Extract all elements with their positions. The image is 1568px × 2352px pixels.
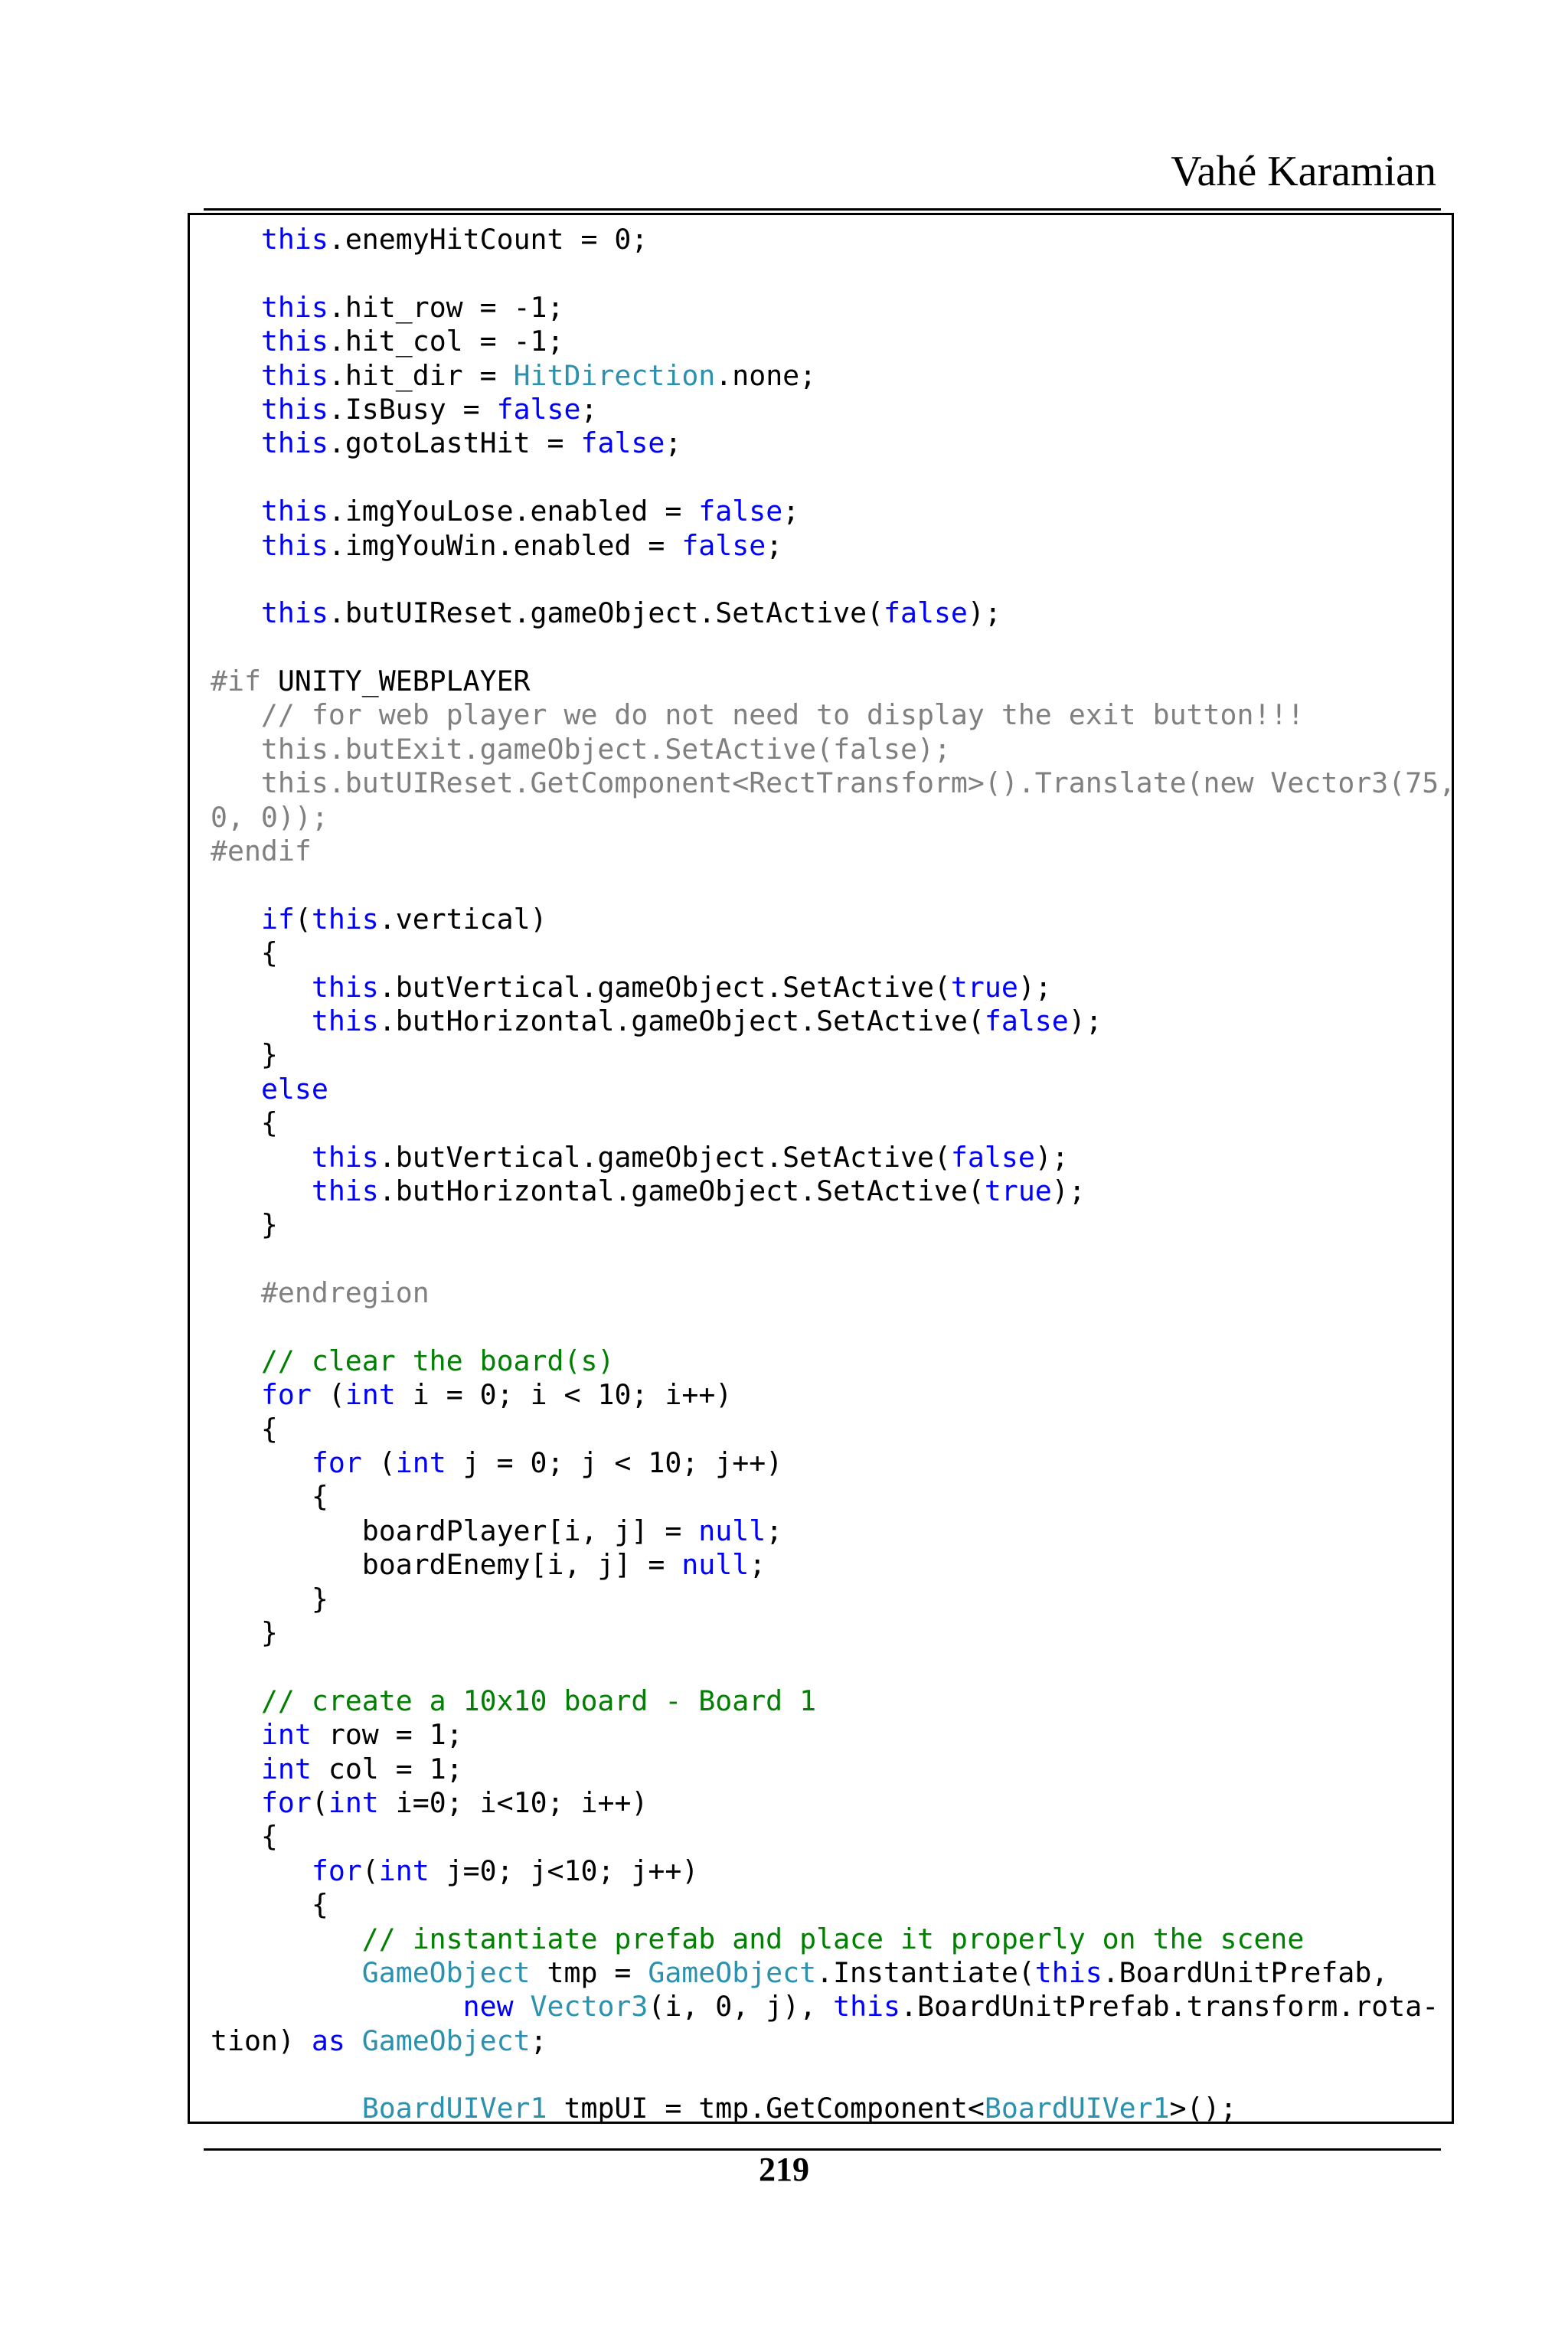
code-text	[211, 223, 261, 256]
code-preprocessor: #if	[211, 665, 278, 698]
code-text	[211, 1344, 261, 1377]
code-keyword: false	[984, 1004, 1069, 1037]
code-text: {	[211, 1412, 278, 1446]
code-line	[211, 1753, 1455, 1786]
code-text: {	[211, 1888, 328, 1922]
code-text	[211, 1174, 312, 1207]
code-text: >();	[1169, 2092, 1237, 2125]
code-line	[211, 1276, 1455, 1310]
code-comment: // create a 10x10 board - Board 1	[260, 1684, 817, 1717]
code-text	[211, 426, 261, 459]
code-line	[211, 461, 1455, 495]
code-line	[211, 1888, 1455, 1922]
code-keyword: this	[311, 902, 379, 936]
code-keyword: this	[260, 325, 328, 358]
code-keyword: false	[681, 528, 766, 562]
code-line	[211, 2092, 1455, 2125]
code-text	[211, 1990, 463, 2023]
code-line	[211, 393, 1455, 426]
code-line	[211, 801, 1455, 835]
code-text: (i, 0, j),	[648, 1990, 834, 2024]
code-keyword: new	[462, 1990, 514, 2024]
code-keyword: false	[950, 1140, 1035, 1174]
code-line	[211, 1684, 1455, 1718]
code-keyword: this	[1034, 1955, 1102, 1989]
code-keyword: this	[311, 1140, 379, 1174]
code-keyword: if	[260, 902, 295, 936]
code-line	[211, 698, 1455, 732]
code-text: row = 1;	[311, 1718, 463, 1752]
code-text: .butVertical.gameObject.SetActive(	[378, 1140, 951, 1174]
code-text: {	[211, 1820, 278, 1854]
code-preprocessor: this.butExit.gameObject.SetActive(false);	[211, 732, 951, 766]
code-keyword: as	[311, 2024, 345, 2057]
code-text	[211, 359, 261, 392]
header-rule	[204, 208, 1441, 211]
code-text	[211, 1073, 261, 1106]
code-text: }	[211, 1038, 278, 1072]
code-line	[211, 1786, 1455, 1820]
code-text: tion)	[211, 2024, 312, 2057]
code-text	[211, 495, 261, 528]
code-keyword: true	[950, 970, 1018, 1004]
code-text: j=0; j<10; j++)	[429, 1854, 699, 1887]
code-keyword: for	[260, 1378, 312, 1412]
code-type: BoardUIVer1	[984, 2092, 1170, 2125]
code-keyword: this	[260, 596, 328, 630]
code-preprocessor: #endif	[211, 835, 312, 868]
code-comment: // instantiate prefab and place it properly on the scene	[361, 1922, 1305, 1955]
code-type: GameObject	[361, 1955, 531, 1989]
code-comment: // clear the board(s)	[260, 1344, 615, 1377]
code-text	[211, 529, 261, 562]
code-text	[211, 596, 261, 629]
code-text	[211, 2092, 362, 2125]
code-keyword: int	[395, 1446, 446, 1480]
code-line	[211, 1922, 1455, 1956]
code-line	[211, 631, 1455, 665]
code-line	[211, 291, 1455, 325]
code-line	[211, 1141, 1455, 1174]
code-listing	[211, 223, 1455, 2126]
code-line	[211, 936, 1455, 970]
code-keyword: for	[311, 1446, 362, 1480]
code-line	[211, 1004, 1455, 1038]
code-line	[211, 223, 1455, 256]
code-keyword: this	[260, 223, 328, 256]
code-listing-box	[188, 213, 1454, 2124]
code-line	[211, 903, 1455, 936]
code-preprocessor: 0, 0));	[211, 800, 328, 834]
code-line	[211, 1956, 1455, 1990]
code-line	[211, 596, 1455, 630]
code-keyword: false	[884, 596, 968, 630]
code-text	[211, 1684, 261, 1717]
code-text	[211, 1753, 261, 1785]
code-line	[211, 1718, 1455, 1752]
code-line	[211, 1548, 1455, 1582]
code-keyword: int	[378, 1854, 430, 1887]
code-line	[211, 835, 1455, 868]
code-line	[211, 1344, 1455, 1378]
code-text	[211, 1718, 261, 1751]
code-keyword: int	[260, 1718, 312, 1752]
code-line	[211, 1311, 1455, 1344]
code-line	[211, 1413, 1455, 1446]
code-text: );	[1034, 1140, 1069, 1174]
code-keyword: this	[311, 970, 379, 1004]
code-keyword: this	[311, 1004, 379, 1037]
code-text	[211, 1922, 362, 1955]
code-keyword: this	[260, 495, 328, 528]
code-line	[211, 1208, 1455, 1242]
code-text	[211, 1854, 312, 1887]
code-text: .butVertical.gameObject.SetActive(	[378, 970, 951, 1004]
code-line	[211, 1820, 1455, 1854]
code-preprocessor: #endregion	[211, 1276, 430, 1310]
code-text: .none;	[715, 358, 817, 392]
code-keyword: this	[260, 392, 328, 426]
code-text: j = 0; j < 10; j++)	[446, 1446, 783, 1480]
code-keyword: for	[311, 1854, 362, 1887]
code-text: }	[211, 1208, 278, 1242]
code-line	[211, 426, 1455, 460]
code-text: .hit_row = -1;	[328, 290, 564, 324]
code-text: ;	[782, 495, 800, 528]
code-text: .Instantiate(	[816, 1955, 1035, 1989]
code-line	[211, 868, 1455, 902]
code-line	[211, 665, 1455, 698]
code-text: ;	[749, 1548, 766, 1582]
code-text	[211, 1446, 312, 1479]
code-text: boardPlayer[i, j] =	[211, 1514, 699, 1547]
code-keyword: null	[681, 1548, 750, 1582]
code-line	[211, 256, 1455, 290]
code-text: .IsBusy =	[328, 392, 497, 426]
code-text	[211, 1141, 312, 1174]
code-text: );	[1051, 1174, 1086, 1207]
code-line	[211, 1038, 1455, 1072]
code-type: HitDirection	[513, 358, 716, 392]
code-text: .imgYouWin.enabled =	[328, 528, 682, 562]
code-line	[211, 529, 1455, 563]
code-text: ;	[665, 426, 682, 460]
code-line	[211, 1106, 1455, 1140]
code-text: boardEnemy[i, j] =	[211, 1548, 682, 1582]
code-text: .butHorizontal.gameObject.SetActive(	[378, 1004, 985, 1037]
code-text: col = 1;	[311, 1752, 463, 1785]
code-text: tmpUI = tmp.GetComponent<	[547, 2092, 985, 2125]
code-text: {	[211, 936, 278, 970]
code-text: );	[967, 596, 1001, 630]
code-text	[211, 1004, 312, 1037]
code-text: {	[211, 1480, 328, 1514]
code-keyword: this	[311, 1174, 379, 1207]
page-number: 219	[759, 2151, 809, 2188]
code-line	[211, 1243, 1455, 1276]
code-line	[211, 766, 1455, 800]
code-text: tmp =	[530, 1955, 648, 1989]
code-preprocessor: // for web player we do not need to display the exit button!!!	[211, 698, 1305, 732]
code-line	[211, 2058, 1455, 2092]
code-text: i = 0; i < 10; i++)	[395, 1378, 733, 1412]
code-text: (	[311, 1785, 328, 1819]
code-text	[211, 393, 261, 426]
code-line	[211, 1514, 1455, 1548]
code-keyword: false	[698, 495, 783, 528]
code-text: ;	[530, 2024, 547, 2057]
code-text: ;	[766, 1514, 783, 1547]
code-line	[211, 1583, 1455, 1616]
code-line	[211, 1616, 1455, 1650]
code-preprocessor: this.butUIReset.GetComponent<RectTransform>().Translate(new Vector3(75,	[211, 766, 1456, 800]
code-type: GameObject	[648, 1955, 817, 1989]
code-text	[211, 1956, 362, 1989]
code-text	[211, 1378, 261, 1411]
code-keyword: int	[260, 1752, 312, 1785]
code-text: .butUIReset.gameObject.SetActive(	[328, 596, 884, 630]
code-keyword: false	[580, 426, 665, 460]
code-type: GameObject	[361, 2024, 531, 2057]
code-text: .enemyHitCount = 0;	[328, 223, 648, 256]
code-line	[211, 1480, 1455, 1514]
code-keyword: int	[328, 1785, 379, 1819]
code-text: .butHorizontal.gameObject.SetActive(	[378, 1174, 985, 1207]
code-type: BoardUIVer1	[361, 2092, 547, 2125]
code-line	[211, 495, 1455, 528]
code-text: (	[294, 902, 312, 936]
code-line	[211, 1854, 1455, 1888]
code-keyword: this	[260, 426, 328, 460]
running-header-author: Vahé Karamian	[1171, 148, 1436, 195]
code-line	[211, 1073, 1455, 1106]
code-text	[514, 1990, 531, 2023]
code-keyword: this	[260, 528, 328, 562]
code-keyword: this	[260, 290, 328, 324]
code-text	[211, 1786, 261, 1819]
code-text: );	[1068, 1004, 1102, 1037]
code-text: }	[211, 1616, 278, 1650]
code-text: .BoardUnitPrefab.transform.rota-	[900, 1990, 1439, 2024]
code-text: .gotoLastHit =	[328, 426, 581, 460]
code-line	[211, 1174, 1455, 1208]
code-text: );	[1018, 970, 1052, 1004]
code-text	[211, 971, 312, 1004]
code-keyword: for	[260, 1785, 312, 1819]
code-text	[345, 2024, 362, 2057]
code-line	[211, 733, 1455, 766]
code-text	[211, 325, 261, 358]
code-text: (	[361, 1446, 396, 1480]
code-line	[211, 325, 1455, 358]
code-text	[211, 903, 261, 936]
code-line	[211, 1650, 1455, 1684]
code-text: .hit_dir =	[328, 358, 514, 392]
code-line	[211, 1446, 1455, 1480]
code-text: .BoardUnitPrefab,	[1102, 1955, 1389, 1989]
code-line	[211, 2024, 1455, 2058]
code-text: (	[361, 1854, 379, 1887]
code-text: .imgYouLose.enabled =	[328, 495, 699, 528]
code-type: Vector3	[530, 1990, 648, 2024]
code-text: ;	[580, 392, 598, 426]
code-keyword: this	[833, 1990, 901, 2024]
code-keyword: false	[496, 392, 581, 426]
code-line	[211, 1378, 1455, 1412]
code-text: (	[311, 1378, 345, 1412]
code-keyword: null	[698, 1514, 766, 1547]
code-text: }	[211, 1582, 328, 1615]
code-line	[211, 1990, 1455, 2024]
code-text	[211, 291, 261, 324]
code-keyword: else	[260, 1072, 328, 1106]
code-text: UNITY_WEBPLAYER	[277, 665, 531, 698]
code-text: {	[211, 1106, 278, 1140]
code-keyword: true	[984, 1174, 1052, 1207]
code-keyword: int	[345, 1378, 396, 1412]
code-text: .hit_col = -1;	[328, 325, 564, 358]
code-line	[211, 359, 1455, 393]
code-text: i=0; i<10; i++)	[378, 1785, 648, 1819]
code-line	[211, 563, 1455, 596]
code-keyword: this	[260, 358, 328, 392]
code-text: .vertical)	[378, 902, 547, 936]
code-line	[211, 971, 1455, 1004]
code-text: ;	[766, 528, 783, 562]
